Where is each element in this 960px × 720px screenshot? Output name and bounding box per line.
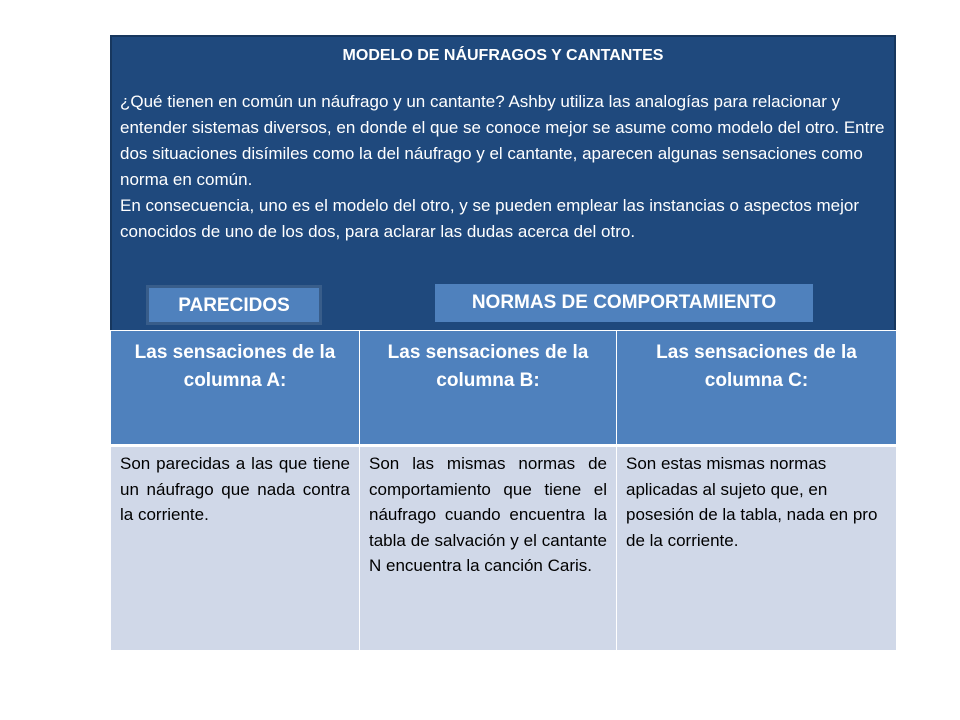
cell-column-a: Son parecidas a las que tiene un náufrago que nada contra la corriente. [111,446,360,651]
intro-paragraph-2: En consecuencia, uno es el modelo del otro, y se pueden emplear las instancias o aspectos mejor conocidos de uno de los dos, para aclarar las dudas acerca del otro. [120,196,859,241]
intro-text [120,89,886,245]
header-column-a: Las sensaciones de la columna A: [111,331,360,446]
intro-title: MODELO DE NÁUFRAGOS Y CANTANTES [342,47,664,64]
table-header-row [111,331,897,446]
sensations-table [110,330,897,651]
header-column-c: Las sensaciones de la columna C: [617,331,897,446]
cell-column-c: Son estas mismas normas aplicadas al sujeto que, en posesión de la tabla, nada en pro de la corriente. [617,446,897,651]
intro-paragraph-1: ¿Qué tienen en común un náufrago y un cantante? Ashby utiliza las analogías para relacionar y entender sistemas diversos, en donde el que se conoce mejor se asume como modelo del otro. Entre dos situaciones disímiles como la del náufrago y el cantante, aparecen algunas sensaciones como norma en común. [120,92,885,189]
table-row [111,446,897,651]
normas-label: NORMAS DE COMPORTAMIENTO [435,284,813,322]
header-column-b: Las sensaciones de la columna B: [360,331,617,446]
cell-column-b: Son las mismas normas de comportamiento que tiene el náufrago cuando encuentra la tabla de salvación y el cantante N encuentra la canción Caris. [360,446,617,651]
parecidos-label: PARECIDOS [146,285,322,325]
